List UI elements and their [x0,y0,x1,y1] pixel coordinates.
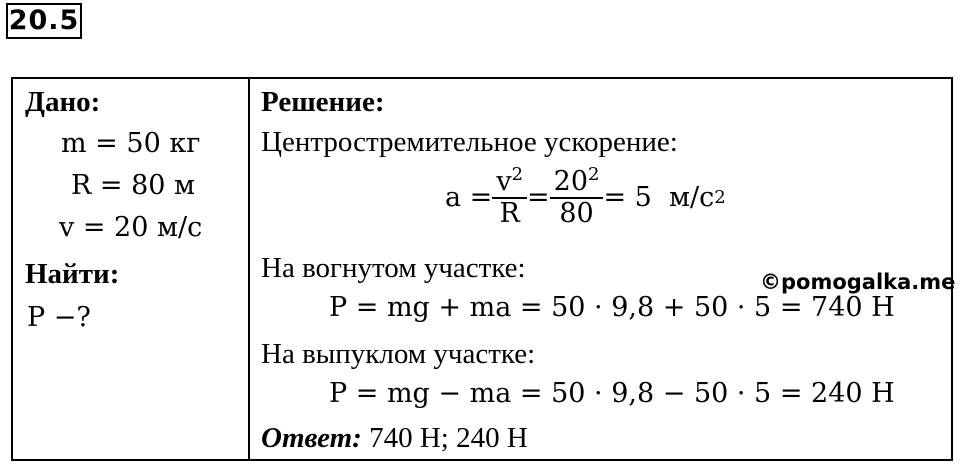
frac2-denominator: 80 [550,197,604,229]
find-header: Найти: [25,258,120,290]
answer-line [261,421,528,455]
answer-value: 740 Н; 240 Н [361,422,528,454]
formula-lhs: a = [445,182,493,213]
frac2-numerator-exp: 2 [588,164,600,185]
given-velocity: v = 20 м/с [59,212,203,243]
problem-number: 20.5 [6,3,82,39]
formula-equals: = [527,182,550,213]
formula-acceleration: a = $\frac{v^2}{R}$ = $\frac{20^2}{80}$ = 5 м/с 2 [445,164,726,229]
fraction-v2-over-r [492,164,527,229]
given-radius: R = 80 м [71,170,196,201]
task-table [11,77,956,461]
answer-label: Ответ: [261,422,362,454]
watermark: ©pomogalka.me [760,270,956,294]
given-header: Дано: [25,86,101,118]
find-value: P −? [27,302,91,333]
solution-line-convex: На выпуклом участке: [261,338,536,370]
solution-line-centripetal: Центростремительное ускорение: [261,126,678,158]
fraction-20sq-over-80 [550,164,604,229]
frac1-denominator: R [492,197,527,229]
solution-line-concave: На вогнутом участке: [261,252,526,284]
frac1-numerator: v [496,166,512,197]
formula-concave: P = mg + ma = 50 · 9,8 + 50 · 5 = 740 Н [329,292,895,323]
formula-convex: P = mg − ma = 50 · 9,8 − 50 · 5 = 240 Н [329,378,895,409]
formula-rhs: = 5 м/с [603,182,715,213]
given-mass: m = 50 кг [61,128,201,159]
column-divider [248,79,250,459]
solution-header: Решение: [261,86,385,118]
frac2-numerator: 20 [553,166,589,197]
frac1-numerator-exp: 2 [511,164,524,185]
